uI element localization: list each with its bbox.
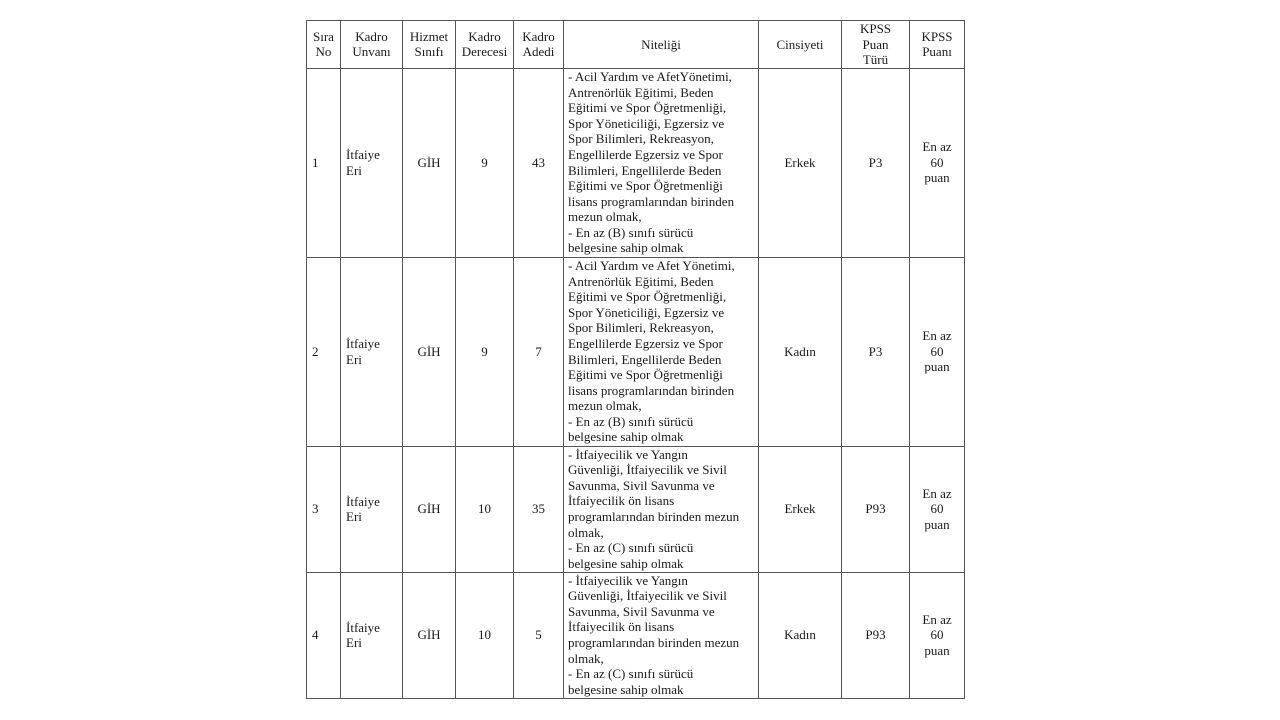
header-sira-no: Sıra No (307, 21, 341, 69)
cell-niteligi: - İtfaiyecilik ve Yangın Güvenliği, İtfaiyecilik ve Sivil Savunma, Sivil Savunma ve İtfaiyecilik ön lisans programlarından birinden mezun olmak, - En az (C) sınıfı sürücü belgesine sahip olmak (564, 572, 759, 698)
header-hizmet-sinifi: Hizmet Sınıfı (403, 21, 456, 69)
cell-cinsiyeti: Kadın (759, 257, 842, 446)
kadro-table (306, 20, 965, 699)
cell-kpss-puani: En az 60 puan (910, 572, 965, 698)
cell-kadro-adedi: 5 (514, 572, 564, 698)
cell-hizmet-sinifi: GİH (403, 446, 456, 572)
cell-sira-no: 2 (307, 257, 341, 446)
header-kadro-unvani: Kadro Unvanı (341, 21, 403, 69)
header-row (307, 21, 965, 69)
cell-kadro-adedi: 7 (514, 257, 564, 446)
cell-kadro-derecesi: 9 (456, 257, 514, 446)
header-kadro-derecesi: Kadro Derecesi (456, 21, 514, 69)
cell-kadro-unvani: İtfaiye Eri (341, 572, 403, 698)
cell-kpss-puani: En az 60 puan (910, 257, 965, 446)
cell-hizmet-sinifi: GİH (403, 572, 456, 698)
cell-cinsiyeti: Erkek (759, 68, 842, 257)
cell-hizmet-sinifi: GİH (403, 68, 456, 257)
table-row (307, 572, 965, 698)
cell-kadro-unvani: İtfaiye Eri (341, 68, 403, 257)
cell-kadro-unvani: İtfaiye Eri (341, 446, 403, 572)
header-kadro-adedi: Kadro Adedi (514, 21, 564, 69)
cell-hizmet-sinifi: GİH (403, 257, 456, 446)
cell-kadro-derecesi: 9 (456, 68, 514, 257)
cell-niteligi: - Acil Yardım ve AfetYönetimi, Antrenörlük Eğitimi, Beden Eğitimi ve Spor Öğretmenliği, Spor Yöneticiliği, Egzersiz ve Spor Bilimleri, Rekreasyon, Engellilerde Egzersiz ve Spor Bilimleri, Engellilerde Beden Eğitimi ve Spor Öğretmenliği lisans programlarından birinden mezun olmak, - En az (B) sınıfı sürücü belgesine sahip olmak (564, 68, 759, 257)
header-kpss-puani: KPSS Puanı (910, 21, 965, 69)
table-row (307, 68, 965, 257)
cell-kadro-adedi: 43 (514, 68, 564, 257)
cell-kpss-puani: En az 60 puan (910, 446, 965, 572)
cell-sira-no: 3 (307, 446, 341, 572)
cell-sira-no: 1 (307, 68, 341, 257)
cell-kpss-puani: En az 60 puan (910, 68, 965, 257)
table-row (307, 257, 965, 446)
cell-kpss-puan-turu: P3 (842, 68, 910, 257)
cell-kpss-puan-turu: P3 (842, 257, 910, 446)
cell-kadro-unvani: İtfaiye Eri (341, 257, 403, 446)
cell-niteligi: - Acil Yardım ve Afet Yönetimi, Antrenörlük Eğitimi, Beden Eğitimi ve Spor Öğretmenliği, Spor Yöneticiliği, Egzersiz ve Spor Bilimleri, Rekreasyon, Engellilerde Egzersiz ve Spor Bilimleri, Engellilerde Beden Eğitimi ve Spor Öğretmenliği lisans programlarından birinden mezun olmak, - En az (B) sınıfı sürücü belgesine sahip olmak (564, 257, 759, 446)
header-kpss-puan-turu: KPSS Puan Türü (842, 21, 910, 69)
cell-kadro-derecesi: 10 (456, 572, 514, 698)
cell-cinsiyeti: Kadın (759, 572, 842, 698)
cell-kadro-adedi: 35 (514, 446, 564, 572)
table-row (307, 446, 965, 572)
document-page (306, 20, 964, 699)
header-cinsiyeti: Cinsiyeti (759, 21, 842, 69)
cell-sira-no: 4 (307, 572, 341, 698)
cell-kpss-puan-turu: P93 (842, 572, 910, 698)
cell-kadro-derecesi: 10 (456, 446, 514, 572)
header-niteligi: Niteliği (564, 21, 759, 69)
cell-cinsiyeti: Erkek (759, 446, 842, 572)
cell-niteligi: - İtfaiyecilik ve Yangın Güvenliği, İtfaiyecilik ve Sivil Savunma, Sivil Savunma ve İtfaiyecilik ön lisans programlarından birinden mezun olmak, - En az (C) sınıfı sürücü belgesine sahip olmak (564, 446, 759, 572)
cell-kpss-puan-turu: P93 (842, 446, 910, 572)
